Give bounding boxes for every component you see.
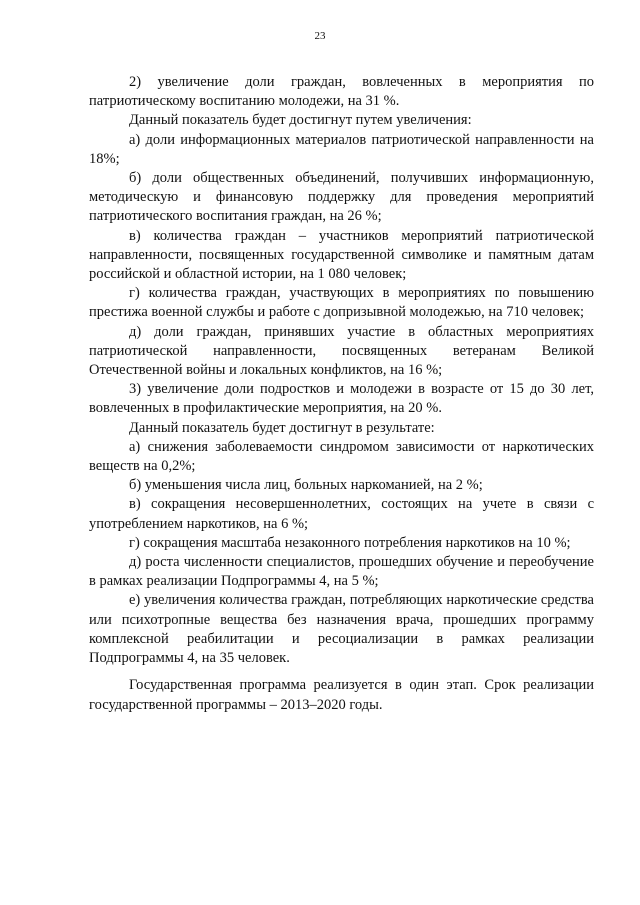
paragraph: а) снижения заболеваемости синдромом зависимости от наркотических веществ на 0,2%; xyxy=(89,438,594,475)
paragraph: 2) увеличение доли граждан, вовлеченных в мероприятия по патриотическому воспитанию молодежи, на 31 %. xyxy=(89,74,594,110)
paragraph: г) сокращения масштаба незаконного потребления наркотиков на 10 %; xyxy=(129,534,571,551)
paragraph: в) количества граждан – участников мероприятий патриотической направленности, посвященных государственной символике и памятным датам российской и областной истории, на 1 080 человек; xyxy=(89,227,594,283)
paragraph: 3) увеличение доли подростков и молодежи в возрасте от 15 до 30 лет, вовлеченных в профилактические мероприятия, на 20 %. xyxy=(89,381,594,417)
paragraph: д) доли граждан, принявших участие в областных мероприятиях патриотической направленности, посвященных ветеранам Великой Отечественной войны и локальных конфликтов, на 16 %; xyxy=(89,323,594,379)
paragraph: Данный показатель будет достигнут путем увеличения: xyxy=(129,112,472,129)
paragraph: б) доли общественных объединений, получивших информационную, методическую и финансовую поддержку для проведения мероприятий патриотического воспитания граждан, на 26 %; xyxy=(89,170,594,225)
page-number: 23 xyxy=(314,30,326,42)
paragraph: а) доли информационных материалов патриотической направленности на 18%; xyxy=(89,131,594,167)
paragraph: б) уменьшения числа лиц, больных наркоманией, на 2 %; xyxy=(129,477,483,494)
paragraph: г) количества граждан, участвующих в мероприятиях по повышению престижа военной службы и работе с допризывной молодежью, на 710 человек; xyxy=(89,285,594,321)
paragraph: Данный показатель будет достигнут в результате: xyxy=(129,419,435,436)
paragraph: в) сокращения несовершеннолетних, состоящих на учете в связи с употреблением наркотиков, на 6 %; xyxy=(89,496,594,532)
paragraph: Государственная программа реализуется в один этап. Срок реализации государственной программы – 2013–2020 годы. xyxy=(89,677,594,713)
document-body xyxy=(89,73,594,715)
paragraph: д) роста численности специалистов, прошедших обучение и переобучение в рамках реализации Подпрограммы 4, на 5 %; xyxy=(89,554,594,590)
paragraph: е) увеличения количества граждан, потребляющих наркотические средства или психотропные вещества без назначения врача, прошедших программу комплексной реабилитации и ресоциализации в рамках реализации Подпрограммы 4, на 35 человек. xyxy=(89,592,594,667)
